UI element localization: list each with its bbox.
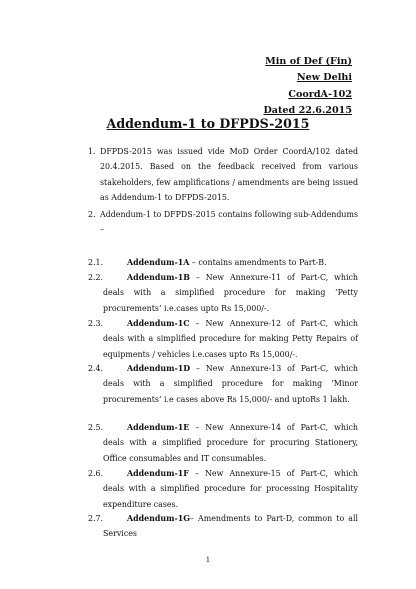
item-number: 2.6. bbox=[88, 469, 104, 478]
item-number: 2.7. bbox=[88, 514, 104, 523]
item-name: Addendum-1B bbox=[127, 273, 190, 282]
list-item bbox=[103, 466, 358, 512]
document-title: Addendum-1 to DFPDS-2015 bbox=[106, 116, 310, 131]
item-text: – New Annexure-15 of Part-C, which deals with a simplified procedure for processing Hospitality expenditure cases. bbox=[103, 469, 358, 509]
item-number: 2.3. bbox=[88, 319, 104, 328]
paragraph-number: 2. bbox=[88, 210, 96, 219]
item-text: – New Annexure-11 of Part-C, which deals with a simplified procedure for making ‘Petty procurements’ i.e.cases upto Rs 15,000/-. bbox=[103, 273, 358, 313]
paragraph-number: 1. bbox=[88, 147, 96, 156]
list-item bbox=[103, 511, 358, 542]
item-name: Addendum-1G bbox=[127, 514, 191, 523]
list-item bbox=[103, 270, 358, 316]
document-header bbox=[263, 54, 352, 119]
item-text: – Amendments to Part-D, common to all Services bbox=[103, 514, 358, 539]
item-name: Addendum-1C bbox=[127, 319, 190, 328]
list-item bbox=[103, 420, 358, 466]
list-item bbox=[103, 255, 358, 270]
list-item bbox=[103, 316, 358, 362]
header-date: Dated 22.6.2015 bbox=[263, 104, 352, 116]
paragraph-text: Addendum-1 to DFPDS-2015 contains following sub-Addendums – bbox=[100, 210, 358, 235]
item-name: Addendum-1F bbox=[127, 469, 189, 478]
page-number: 1 bbox=[205, 556, 211, 564]
item-text: – New Annexure-13 of Part-C, which deals with a simplified procedure for making ‘Minor procurements’ i.e cases above Rs 15,000/- and uptoRs 1 lakh. bbox=[103, 364, 358, 404]
item-text: – New Annexure-12 of Part-C, which deals with a simplified procedure for making Petty Repairs of equipments / vehicles i.e.cases upto Rs 15,000/-. bbox=[103, 319, 358, 359]
header-office: Min of Def (Fin) bbox=[265, 56, 352, 67]
item-number: 2.4. bbox=[88, 364, 104, 373]
list-item bbox=[103, 361, 358, 407]
item-number: 2.1. bbox=[88, 258, 104, 267]
item-name: Addendum-1A bbox=[127, 258, 190, 267]
item-number: 2.2. bbox=[88, 273, 104, 282]
item-number: 2.5. bbox=[88, 423, 104, 432]
item-name: Addendum-1E bbox=[127, 423, 190, 432]
item-text: – New Annexure-14 of Part-C, which deals with a simplified procedure for procuring Stationery, Office consumables and IT consumables. bbox=[103, 423, 358, 463]
paragraph-text: DFPDS-2015 was issued vide MoD Order CoordA/102 dated 20.4.2015. Based on the feedback received from various stakeholders, few amplifications / amendments are being issued as Addendum-1 to DFPDS-2015. bbox=[100, 147, 358, 202]
item-text: – contains amendments to Part-B. bbox=[189, 258, 327, 267]
item-name: Addendum-1D bbox=[127, 364, 191, 373]
header-city: New Delhi bbox=[296, 72, 352, 84]
header-reference: CoordA-102 bbox=[288, 88, 352, 100]
